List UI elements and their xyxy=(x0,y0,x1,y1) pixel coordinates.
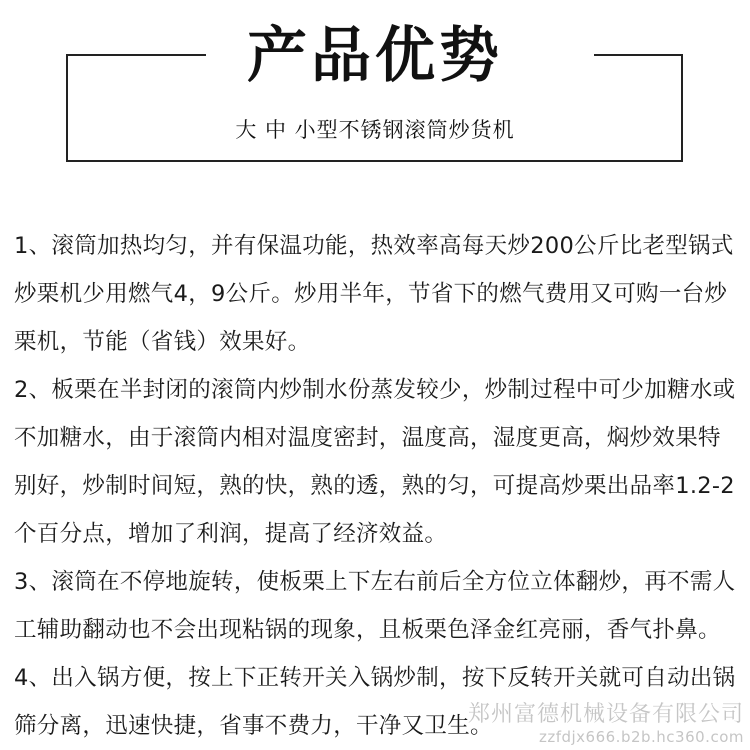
watermark xyxy=(468,702,744,746)
advantage-item-4: 4、出入锅方便，按上下正转开关入锅炒制，按下反转开关就可自动出锅筛分离，迅速快捷，省事不费力，干净又卫生。 xyxy=(14,665,736,739)
watermark-url: zzfdjx666.b2b.hc360.com xyxy=(538,728,744,746)
watermark-company: 郑州富德机械设备有限公司 xyxy=(467,702,744,727)
advantage-item-1: 1、滚筒加热均匀，并有保温功能，热效率高每天炒200公斤比老型锅式炒栗机少用燃气4，9公斤。炒用半年，节省下的燃气费用又可购一台炒栗机，节能（省钱）效果好。 xyxy=(14,233,734,355)
page-subtitle: 大 中 小型不锈钢滚筒炒货机 xyxy=(235,118,515,142)
page-title: 产品优势 xyxy=(247,21,503,91)
advantage-item-3: 3、滚筒在不停地旋转，使板栗上下左右前后全方位立体翻炒，再不需人工辅助翻动也不会出现粘锅的现象，且板栗色泽金红亮丽，香气扑鼻。 xyxy=(14,569,736,643)
advantage-item-2: 2、板栗在半封闭的滚筒内炒制水份蒸发较少，炒制过程中可少加糖水或不加糖水，由于滚筒内相对温度密封，温度高，湿度更高，焖炒效果特别好，炒制时间短，熟的快，熟的透，熟的匀，可提高炒栗出品率1.2-2个百分点，增加了利润，提高了经济效益。 xyxy=(14,377,736,547)
advantages-list xyxy=(14,222,736,750)
